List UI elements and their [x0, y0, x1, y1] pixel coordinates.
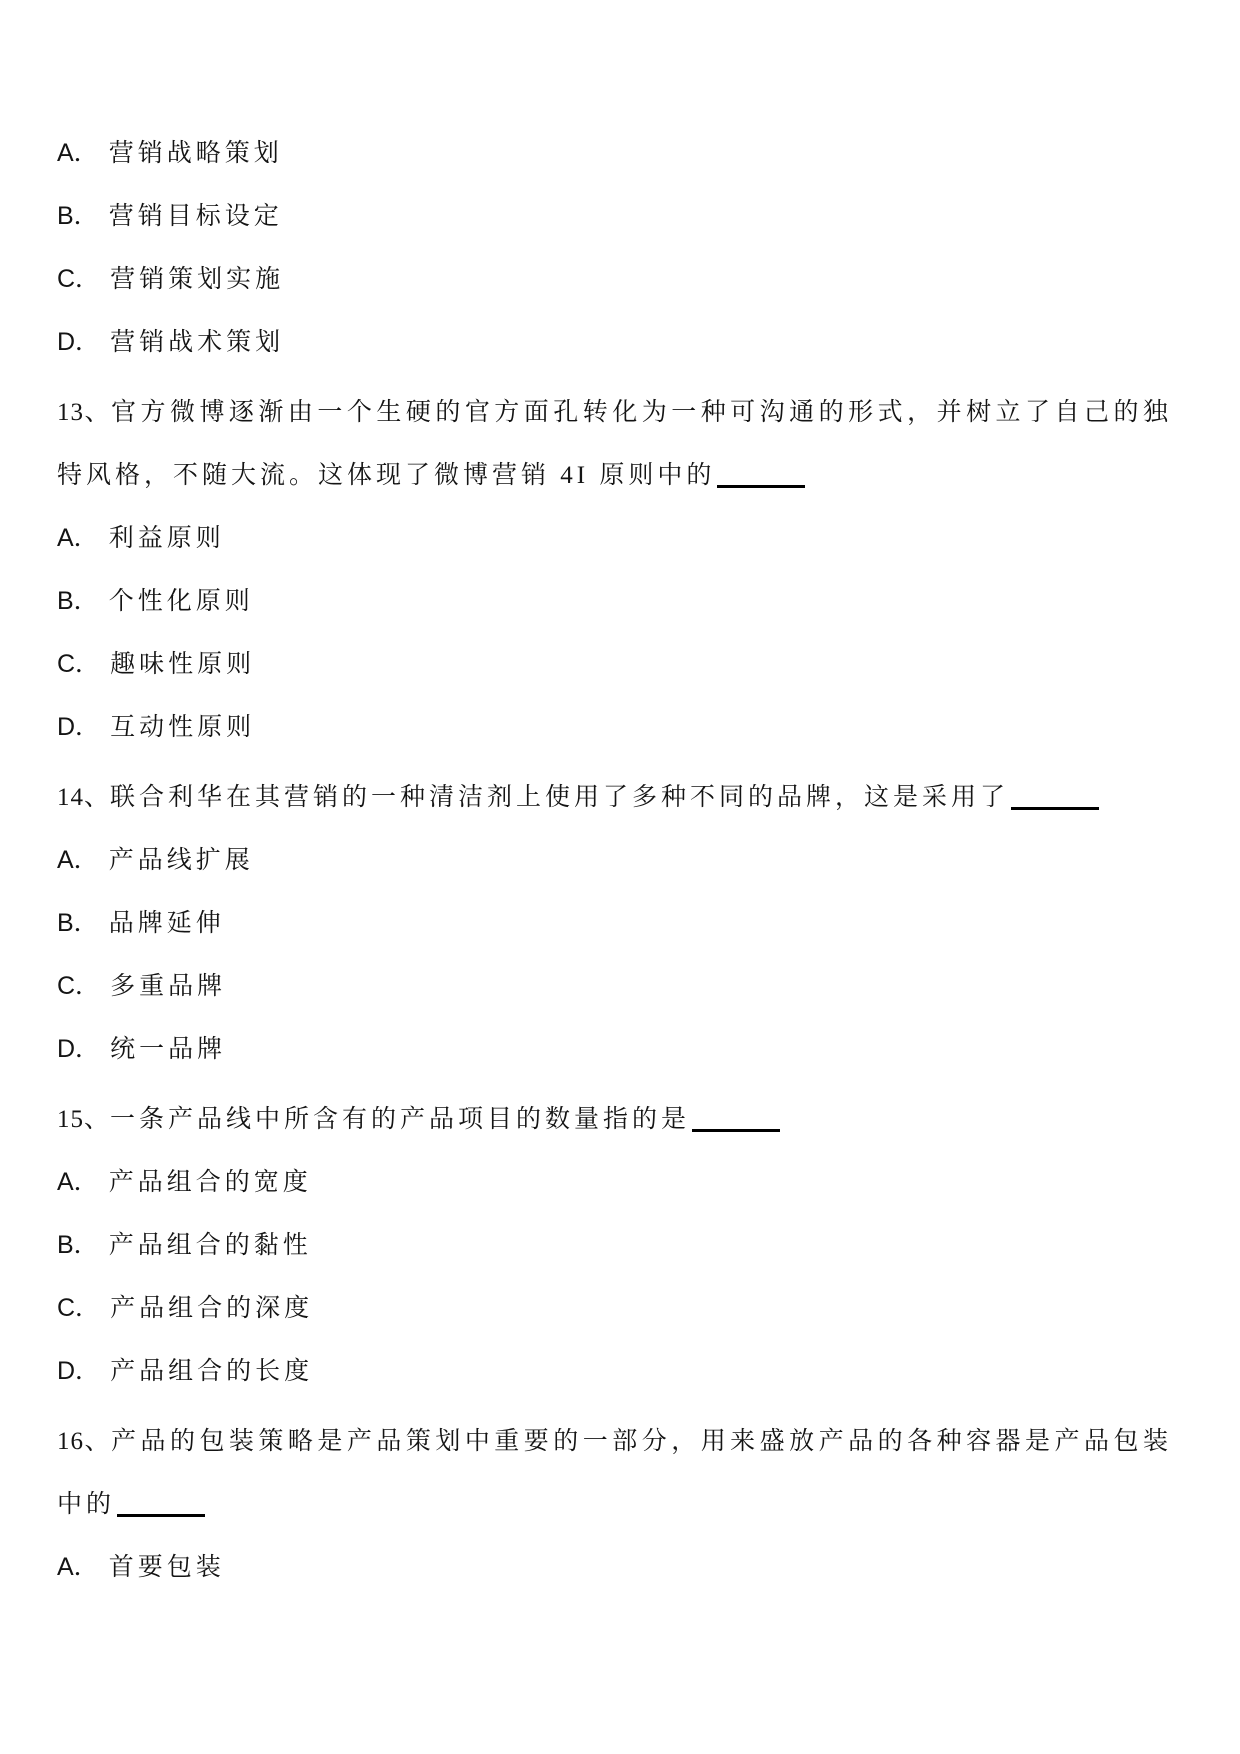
- question-15: [57, 1088, 1172, 1151]
- option-text: 首要包装: [108, 1554, 225, 1581]
- question-number: 14、: [57, 784, 111, 811]
- answer-blank: [1011, 807, 1099, 810]
- option-text: 营销策划实施: [110, 266, 285, 293]
- option-c: [57, 955, 1172, 1018]
- option-d: [57, 311, 1172, 374]
- option-a: [57, 829, 1172, 892]
- answer-blank: [117, 1514, 205, 1517]
- option-letter: D．: [57, 713, 101, 741]
- question-16: [57, 1410, 1172, 1536]
- option-letter: D．: [57, 328, 101, 356]
- question-text: 官方微博逐渐由一个生硬的官方面孔转化为一种可沟通的形式，并树立了自己的独特风格，不随大流。这体现了微博营销 4I 原则中的: [57, 399, 1172, 489]
- option-letter: B．: [57, 1231, 99, 1259]
- answer-blank: [717, 485, 805, 488]
- option-a: [57, 1151, 1172, 1214]
- option-b: [57, 892, 1172, 955]
- option-text: 营销战略策划: [108, 140, 283, 167]
- question-13: [57, 381, 1172, 507]
- question-number: 16、: [57, 1428, 111, 1455]
- option-d: [57, 696, 1172, 759]
- option-text: 产品组合的深度: [110, 1295, 314, 1322]
- option-c: [57, 248, 1172, 311]
- question-text: 一条产品线中所含有的产品项目的数量指的是: [110, 1106, 691, 1133]
- question-text: 联合利华在其营销的一种清洁剂上使用了多种不同的品牌，这是采用了: [110, 784, 1010, 811]
- option-text: 营销目标设定: [108, 203, 283, 230]
- option-text: 品牌延伸: [108, 910, 225, 937]
- option-letter: A．: [57, 846, 99, 874]
- option-letter: A．: [57, 139, 99, 167]
- option-letter: A．: [57, 1168, 99, 1196]
- option-letter: B．: [57, 587, 99, 615]
- question-list: [57, 122, 1172, 1599]
- option-letter: B．: [57, 202, 99, 230]
- option-letter: A．: [57, 524, 99, 552]
- option-text: 利益原则: [108, 525, 225, 552]
- option-letter: C．: [57, 972, 101, 1000]
- option-text: 产品组合的黏性: [108, 1232, 312, 1259]
- option-text: 产品组合的长度: [110, 1358, 314, 1385]
- question-text: 产品的包装策略是产品策划中重要的一部分，用来盛放产品的各种容器是产品包装中的: [57, 1428, 1172, 1518]
- option-text: 统一品牌: [110, 1036, 227, 1063]
- option-b: [57, 1214, 1172, 1277]
- option-text: 互动性原则: [110, 714, 256, 741]
- option-text: 多重品牌: [110, 973, 227, 1000]
- option-letter: C．: [57, 650, 101, 678]
- answer-blank: [692, 1129, 780, 1132]
- option-d: [57, 1340, 1172, 1403]
- option-text: 产品组合的宽度: [108, 1169, 312, 1196]
- option-text: 营销战术策划: [110, 329, 285, 356]
- option-c: [57, 1277, 1172, 1340]
- option-letter: A．: [57, 1553, 99, 1581]
- question-14: [57, 766, 1172, 829]
- option-a: [57, 1536, 1172, 1599]
- option-c: [57, 633, 1172, 696]
- option-text: 个性化原则: [108, 588, 254, 615]
- option-text: 趣味性原则: [110, 651, 256, 678]
- option-d: [57, 1018, 1172, 1081]
- option-letter: D．: [57, 1357, 101, 1385]
- option-text: 产品线扩展: [108, 847, 254, 874]
- option-b: [57, 185, 1172, 248]
- option-letter: B．: [57, 909, 99, 937]
- question-number: 13、: [57, 399, 111, 426]
- question-number: 15、: [57, 1106, 111, 1133]
- option-b: [57, 570, 1172, 633]
- option-letter: C．: [57, 265, 101, 293]
- option-letter: D．: [57, 1035, 101, 1063]
- option-a: [57, 507, 1172, 570]
- option-letter: C．: [57, 1294, 101, 1322]
- option-a: [57, 122, 1172, 185]
